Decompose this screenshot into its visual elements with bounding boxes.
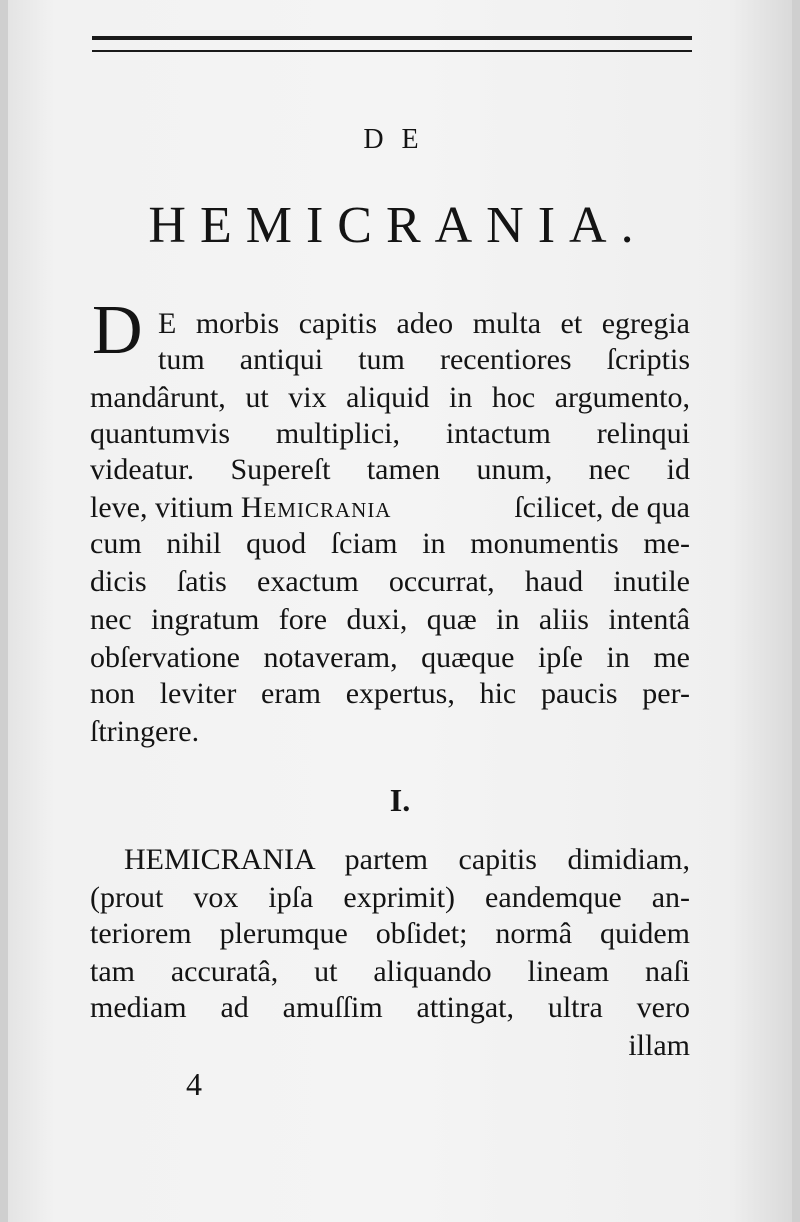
section-line-4: tam accuratâ, ut aliquando lineam naſi (90, 955, 690, 988)
intro-line-2: tum antiqui tum recentiores ſcriptis (158, 343, 690, 376)
intro-line-12: ſtringere. (90, 715, 200, 748)
section-line-5: mediam ad amuſſim attingat, ultra vero (90, 991, 690, 1024)
header-rule-thin (92, 50, 692, 52)
section-line-1: HEMICRANIA partem capitis dimidiam, (124, 843, 690, 876)
intro-line-6-end: ſcilicet, de qua (514, 491, 690, 524)
drop-cap: D (92, 292, 143, 369)
intro-line-6 (90, 490, 690, 526)
intro-line-10: obſervatione notaveram, quæque ipſe in me (90, 641, 690, 674)
intro-line-11: non leviter eram expertus, hic paucis per- (90, 677, 690, 710)
intro-line-6-start: leve, vitium (90, 491, 241, 524)
book-page (8, 0, 792, 1222)
intro-line-5: videatur. Supereſt tamen unum, nec id (90, 453, 690, 486)
catchword: illam (628, 1029, 690, 1062)
intro-line-4: quantumvis multiplici, intactum relinqui (90, 417, 690, 450)
smallcaps-word: Hemicrania (240, 491, 392, 524)
intro-line-3: mandârunt, ut vix aliquid in hoc argumento, (90, 381, 690, 414)
intro-line-7: cum nihil quod ſciam in monumentis me- (90, 527, 690, 560)
intro-line-9: nec ingratum fore duxi, quæ in aliis intentâ (90, 603, 690, 636)
intro-line-8: dicis ſatis exactum occurrat, haud inutile (90, 565, 690, 598)
header-rule-thick (92, 36, 692, 40)
section-line-2: (prout vox ipſa exprimit) eandemque an- (90, 881, 690, 914)
intro-line-1: E morbis capitis adeo multa et egregia (158, 307, 690, 340)
page-title: HEMICRANIA. (148, 197, 648, 254)
section-line-3: teriorem plerumque obſidet; normâ quidem (90, 917, 690, 950)
page-number: 4 (186, 1066, 202, 1102)
heading-de: DE (363, 124, 437, 155)
section-numeral: I. (389, 782, 411, 818)
